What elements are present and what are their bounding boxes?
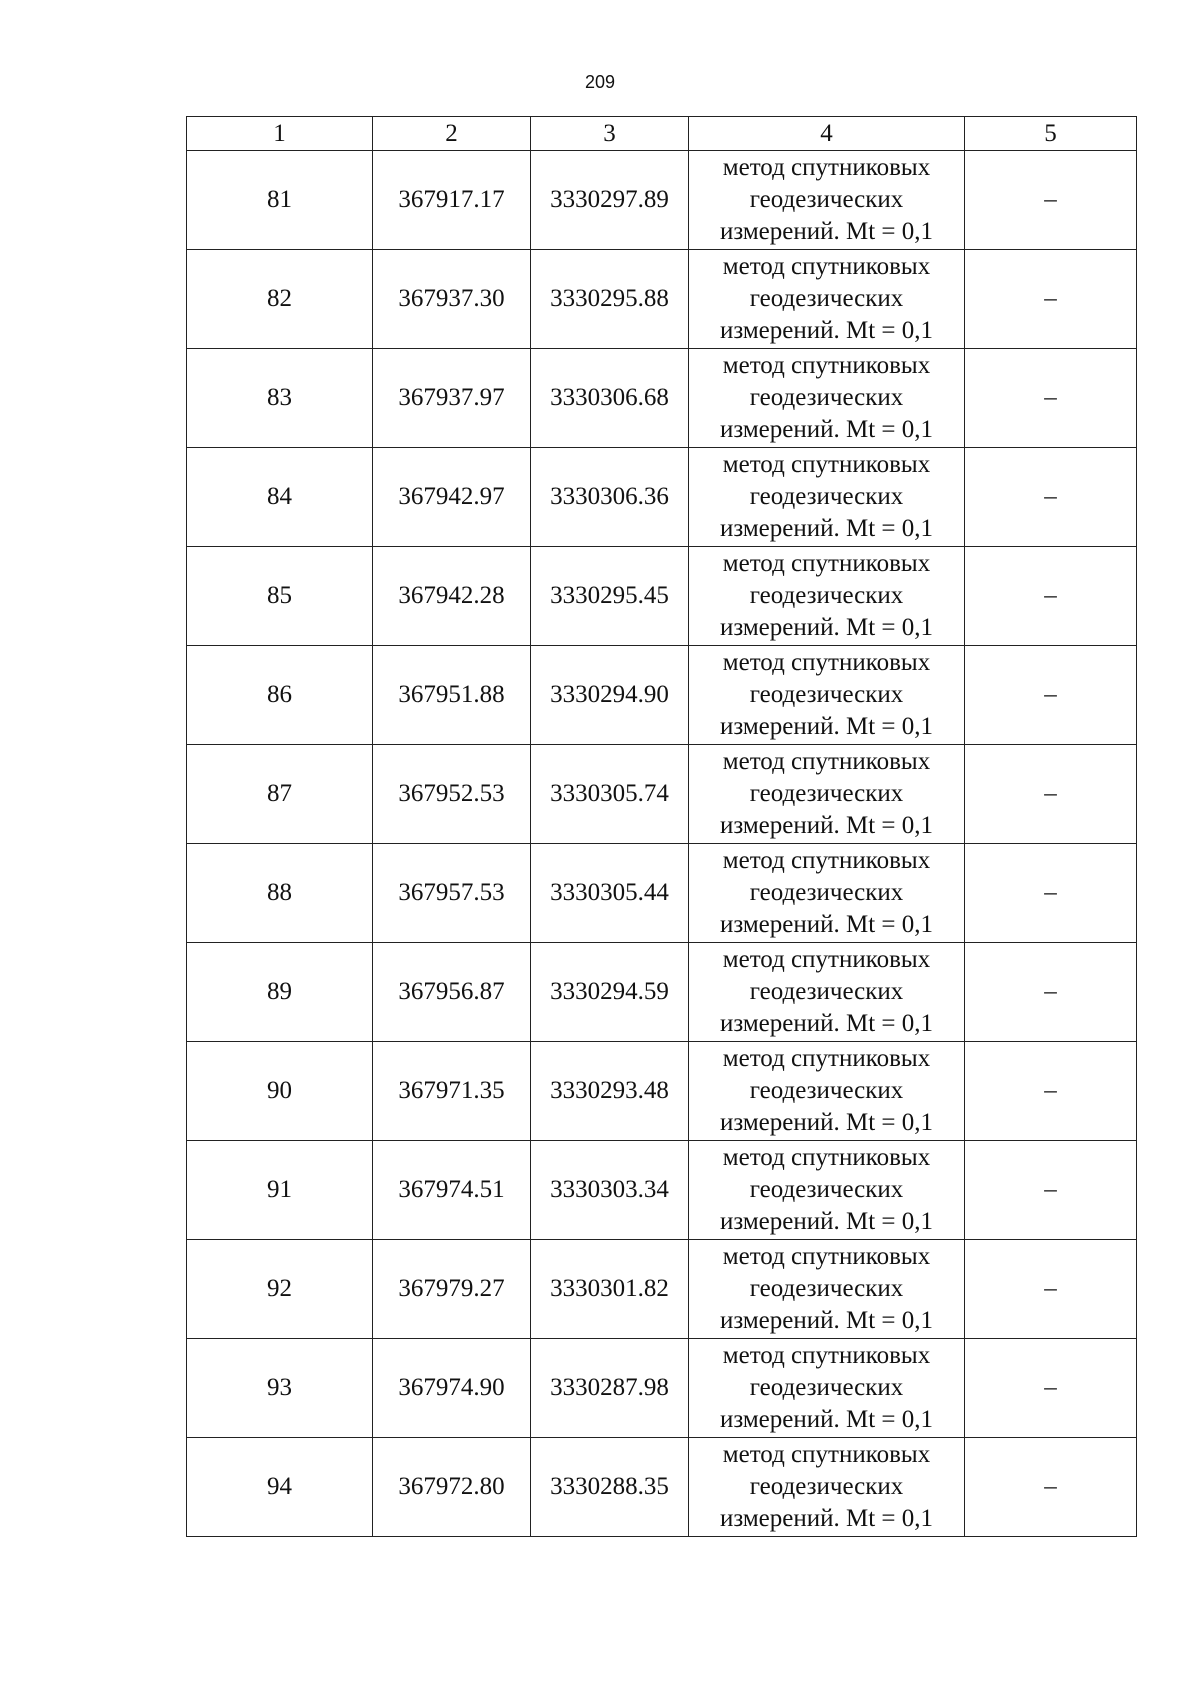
y-coordinate-cell: 3330288.35 (531, 1438, 689, 1537)
note-cell: – (965, 646, 1137, 745)
x-coordinate-cell: 367942.97 (373, 448, 531, 547)
x-coordinate-cell: 367956.87 (373, 943, 531, 1042)
method-line: метод спутниковых (722, 847, 931, 874)
y-coordinate-cell: 3330294.90 (531, 646, 689, 745)
x-coordinate-cell: 367971.35 (373, 1042, 531, 1141)
method-line: геодезических (749, 582, 904, 609)
table-row (187, 1339, 1137, 1438)
method-line: измерений. Mt = 0,1 (719, 1109, 934, 1136)
method-line: измерений. Mt = 0,1 (719, 1208, 934, 1235)
y-coordinate-cell: 3330294.59 (531, 943, 689, 1042)
note-cell: – (965, 1240, 1137, 1339)
method-line: метод спутниковых (722, 352, 931, 379)
y-coordinate-cell: 3330306.68 (531, 349, 689, 448)
method-line: метод спутниковых (722, 1342, 931, 1369)
point-number-cell: 83 (187, 349, 373, 448)
note-cell: – (965, 745, 1137, 844)
point-number-cell: 94 (187, 1438, 373, 1537)
method-cell (689, 151, 965, 250)
y-coordinate-cell: 3330295.88 (531, 250, 689, 349)
header-cell-2: 2 (373, 117, 531, 151)
x-coordinate-cell: 367937.30 (373, 250, 531, 349)
method-line: измерений. Mt = 0,1 (719, 911, 934, 938)
x-coordinate-cell: 367942.28 (373, 547, 531, 646)
method-line: геодезических (749, 780, 904, 807)
y-coordinate-cell: 3330306.36 (531, 448, 689, 547)
note-cell: – (965, 844, 1137, 943)
table-row (187, 349, 1137, 448)
method-cell (689, 1141, 965, 1240)
header-cell-5: 5 (965, 117, 1137, 151)
table-row (187, 745, 1137, 844)
method-line: геодезических (749, 978, 904, 1005)
point-number-cell: 86 (187, 646, 373, 745)
x-coordinate-cell: 367979.27 (373, 1240, 531, 1339)
method-line: геодезических (749, 681, 904, 708)
note-cell: – (965, 547, 1137, 646)
table-row (187, 1438, 1137, 1537)
method-line: метод спутниковых (722, 946, 931, 973)
method-cell (689, 1240, 965, 1339)
table-row (187, 1141, 1137, 1240)
method-line: геодезических (749, 879, 904, 906)
header-cell-4: 4 (689, 117, 965, 151)
x-coordinate-cell: 367951.88 (373, 646, 531, 745)
method-line: метод спутниковых (722, 253, 931, 280)
method-line: геодезических (749, 285, 904, 312)
point-number-cell: 87 (187, 745, 373, 844)
method-line: метод спутниковых (722, 1243, 931, 1270)
y-coordinate-cell: 3330301.82 (531, 1240, 689, 1339)
method-line: измерений. Mt = 0,1 (719, 1307, 934, 1334)
x-coordinate-cell: 367972.80 (373, 1438, 531, 1537)
note-cell: – (965, 943, 1137, 1042)
table-row (187, 646, 1137, 745)
table-row (187, 1042, 1137, 1141)
x-coordinate-cell: 367974.90 (373, 1339, 531, 1438)
point-number-cell: 85 (187, 547, 373, 646)
x-coordinate-cell: 367917.17 (373, 151, 531, 250)
x-coordinate-cell: 367974.51 (373, 1141, 531, 1240)
method-line: метод спутниковых (722, 1441, 931, 1468)
method-line: измерений. Mt = 0,1 (719, 1010, 934, 1037)
method-cell (689, 1339, 965, 1438)
method-line: геодезических (749, 1176, 904, 1203)
method-cell (689, 547, 965, 646)
point-number-cell: 84 (187, 448, 373, 547)
y-coordinate-cell: 3330287.98 (531, 1339, 689, 1438)
x-coordinate-cell: 367937.97 (373, 349, 531, 448)
method-line: измерений. Mt = 0,1 (719, 1505, 934, 1532)
y-coordinate-cell: 3330305.44 (531, 844, 689, 943)
note-cell: – (965, 1339, 1137, 1438)
point-number-cell: 93 (187, 1339, 373, 1438)
method-cell (689, 448, 965, 547)
point-number-cell: 91 (187, 1141, 373, 1240)
coordinates-table (186, 116, 1137, 1537)
method-line: измерений. Mt = 0,1 (719, 1406, 934, 1433)
method-cell (689, 943, 965, 1042)
method-cell (689, 250, 965, 349)
method-line: геодезических (749, 1374, 904, 1401)
method-line: измерений. Mt = 0,1 (719, 317, 934, 344)
x-coordinate-cell: 367952.53 (373, 745, 531, 844)
table-body (187, 151, 1137, 1537)
y-coordinate-cell: 3330297.89 (531, 151, 689, 250)
point-number-cell: 92 (187, 1240, 373, 1339)
method-line: метод спутниковых (722, 154, 931, 181)
header-cell-1: 1 (187, 117, 373, 151)
method-line: измерений. Mt = 0,1 (719, 515, 934, 542)
y-coordinate-cell: 3330293.48 (531, 1042, 689, 1141)
table-row (187, 448, 1137, 547)
point-number-cell: 89 (187, 943, 373, 1042)
method-line: геодезических (749, 483, 904, 510)
method-line: измерений. Mt = 0,1 (719, 218, 934, 245)
point-number-cell: 82 (187, 250, 373, 349)
method-line: геодезических (749, 1275, 904, 1302)
method-cell (689, 844, 965, 943)
table-row (187, 547, 1137, 646)
page-number: 209 (584, 72, 616, 92)
method-line: метод спутниковых (722, 649, 931, 676)
method-line: геодезических (749, 1473, 904, 1500)
note-cell: – (965, 1141, 1137, 1240)
note-cell: – (965, 349, 1137, 448)
method-line: измерений. Mt = 0,1 (719, 713, 934, 740)
method-line: метод спутниковых (722, 748, 931, 775)
x-coordinate-cell: 367957.53 (373, 844, 531, 943)
method-line: геодезических (749, 1077, 904, 1104)
method-line: измерений. Mt = 0,1 (719, 416, 934, 443)
header-cell-3: 3 (531, 117, 689, 151)
note-cell: – (965, 250, 1137, 349)
table-header-row (187, 117, 1137, 151)
method-line: метод спутниковых (722, 1045, 931, 1072)
method-line: измерений. Mt = 0,1 (719, 812, 934, 839)
note-cell: – (965, 1438, 1137, 1537)
y-coordinate-cell: 3330295.45 (531, 547, 689, 646)
y-coordinate-cell: 3330305.74 (531, 745, 689, 844)
note-cell: – (965, 1042, 1137, 1141)
method-cell (689, 349, 965, 448)
table-row (187, 151, 1137, 250)
method-line: геодезических (749, 186, 904, 213)
method-line: измерений. Mt = 0,1 (719, 614, 934, 641)
note-cell: – (965, 151, 1137, 250)
method-cell (689, 745, 965, 844)
method-line: метод спутниковых (722, 451, 931, 478)
method-line: геодезических (749, 384, 904, 411)
table-row (187, 250, 1137, 349)
method-cell (689, 1042, 965, 1141)
point-number-cell: 81 (187, 151, 373, 250)
method-cell (689, 646, 965, 745)
table-row (187, 844, 1137, 943)
table-row (187, 943, 1137, 1042)
point-number-cell: 90 (187, 1042, 373, 1141)
table-row (187, 1240, 1137, 1339)
method-line: метод спутниковых (722, 550, 931, 577)
method-line: метод спутниковых (722, 1144, 931, 1171)
y-coordinate-cell: 3330303.34 (531, 1141, 689, 1240)
method-cell (689, 1438, 965, 1537)
point-number-cell: 88 (187, 844, 373, 943)
note-cell: – (965, 448, 1137, 547)
